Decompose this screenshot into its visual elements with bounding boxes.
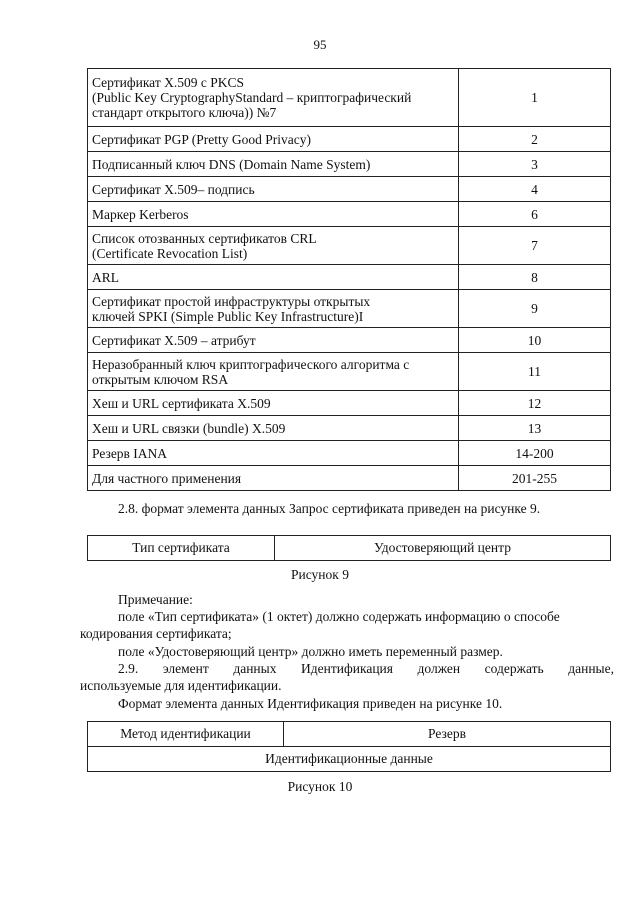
certificate-type-code: 9 [459,290,611,328]
certificate-type-name [88,227,459,265]
figure-9-box [87,535,611,561]
certificate-type-name-line: Сертификат простой инфраструктуры открытых [92,293,371,309]
certificate-type-name [88,441,459,466]
certificate-type-name-line: Сертификат X.509– подпись [92,181,255,197]
table-row [88,127,611,152]
certificate-type-name-line: Маркер Kerberos [92,206,189,222]
certificate-type-name-line: Сертификат X.509 – атрибут [92,332,256,348]
certificate-type-code: 3 [459,152,611,177]
certificate-type-code: 1 [459,69,611,127]
table-row [88,152,611,177]
certificate-type-name [88,290,459,328]
certificate-type-code: 13 [459,416,611,441]
certificate-type-name-line: Сертификат X.509 с PKCS [92,75,244,90]
certificate-type-name-line: Сертификат PGP (Pretty Good Privacy) [92,131,311,147]
certificate-type-table [87,68,611,491]
certificate-type-name [88,391,459,416]
certificate-type-code: 2 [459,127,611,152]
certificate-type-name-line: Для частного применения [92,470,242,486]
certificate-type-name-line: ARL [92,269,119,285]
table-row [88,466,611,491]
certificate-type-name [88,127,459,152]
certificate-type-name-line: Хеш и URL сертификата X.509 [92,395,271,411]
certificate-type-name [88,69,459,127]
certificate-type-name [88,202,459,227]
section-2-9-line-a: 2.9. элемент данных Идентификация должен содержать данные, [118,661,614,676]
certificate-type-name [88,152,459,177]
table-row [88,328,611,353]
certificate-type-name-line: Резерв IANA [92,445,168,461]
certificate-type-code: 12 [459,391,611,416]
note-line-1a: поле «Тип сертификата» (1 октет) должно содержать информацию о способе [118,609,560,624]
fig9-certificate-authority-cell: Удостоверяющий центр [275,536,611,561]
figure-10-box [87,721,611,772]
certificate-type-name-line: Список отозванных сертификатов CRL [92,230,317,246]
certificate-type-name [88,265,459,290]
table-row [88,290,611,328]
certificate-type-name-line: Подписанный ключ DNS (Domain Name System) [92,156,371,172]
table-row [88,69,611,127]
certificate-type-code: 201-255 [459,466,611,491]
table-row [88,391,611,416]
fig9-certificate-type-cell: Тип сертификата [88,536,275,561]
certificate-type-name-line: ключей SPKI (Simple Public Key Infrastructure)I [92,308,364,324]
fig10-reserve-cell: Резерв [284,722,611,747]
note-line-1b: кодирования сертификата; [80,626,232,641]
fig10-identification-data-cell: Идентификационные данные [88,747,611,772]
certificate-type-code: 11 [459,353,611,391]
certificate-type-code: 14-200 [459,441,611,466]
certificate-type-name-line: (Certificate Revocation List) [92,245,248,261]
section-2-9-line-b: используемые для идентификации. [80,678,282,693]
certificate-type-code: 7 [459,227,611,265]
certificate-type-code: 10 [459,328,611,353]
note-title: Примечание: [118,592,193,607]
certificate-type-code: 4 [459,177,611,202]
certificate-type-name [88,466,459,491]
table-row [88,416,611,441]
fig10-method-cell: Метод идентификации [88,722,284,747]
page-number: 95 [313,37,327,52]
certificate-type-name-line: Неразобранный ключ криптографического алгоритма с [92,356,410,372]
certificate-type-name [88,328,459,353]
table-row [88,353,611,391]
certificate-type-name-line: Хеш и URL связки (bundle) X.509 [92,420,286,436]
certificate-type-name-line: открытым ключом RSA [92,371,229,387]
table-row [88,265,611,290]
table-row [88,202,611,227]
certificate-type-code: 8 [459,265,611,290]
figure-9-caption: Рисунок 9 [291,567,349,582]
certificate-type-name-line: (Public Key CryptographyStandard – криптографический [92,90,412,105]
section-2-9-line-c: Формат элемента данных Идентификация приведен на рисунке 10. [118,696,503,711]
section-2-8: 2.8. формат элемента данных Запрос сертификата приведен на рисунке 9. [118,501,541,516]
certificate-type-name [88,353,459,391]
certificate-type-name [88,177,459,202]
table-row [88,227,611,265]
certificate-type-name [88,416,459,441]
certificate-type-code: 6 [459,202,611,227]
table-row [88,177,611,202]
figure-10-caption: Рисунок 10 [287,779,353,794]
certificate-type-name-line: стандарт открытого ключа)) №7 [92,105,277,120]
note-line-2: поле «Удостоверяющий центр» должно иметь переменный размер. [118,644,503,659]
table-row [88,441,611,466]
